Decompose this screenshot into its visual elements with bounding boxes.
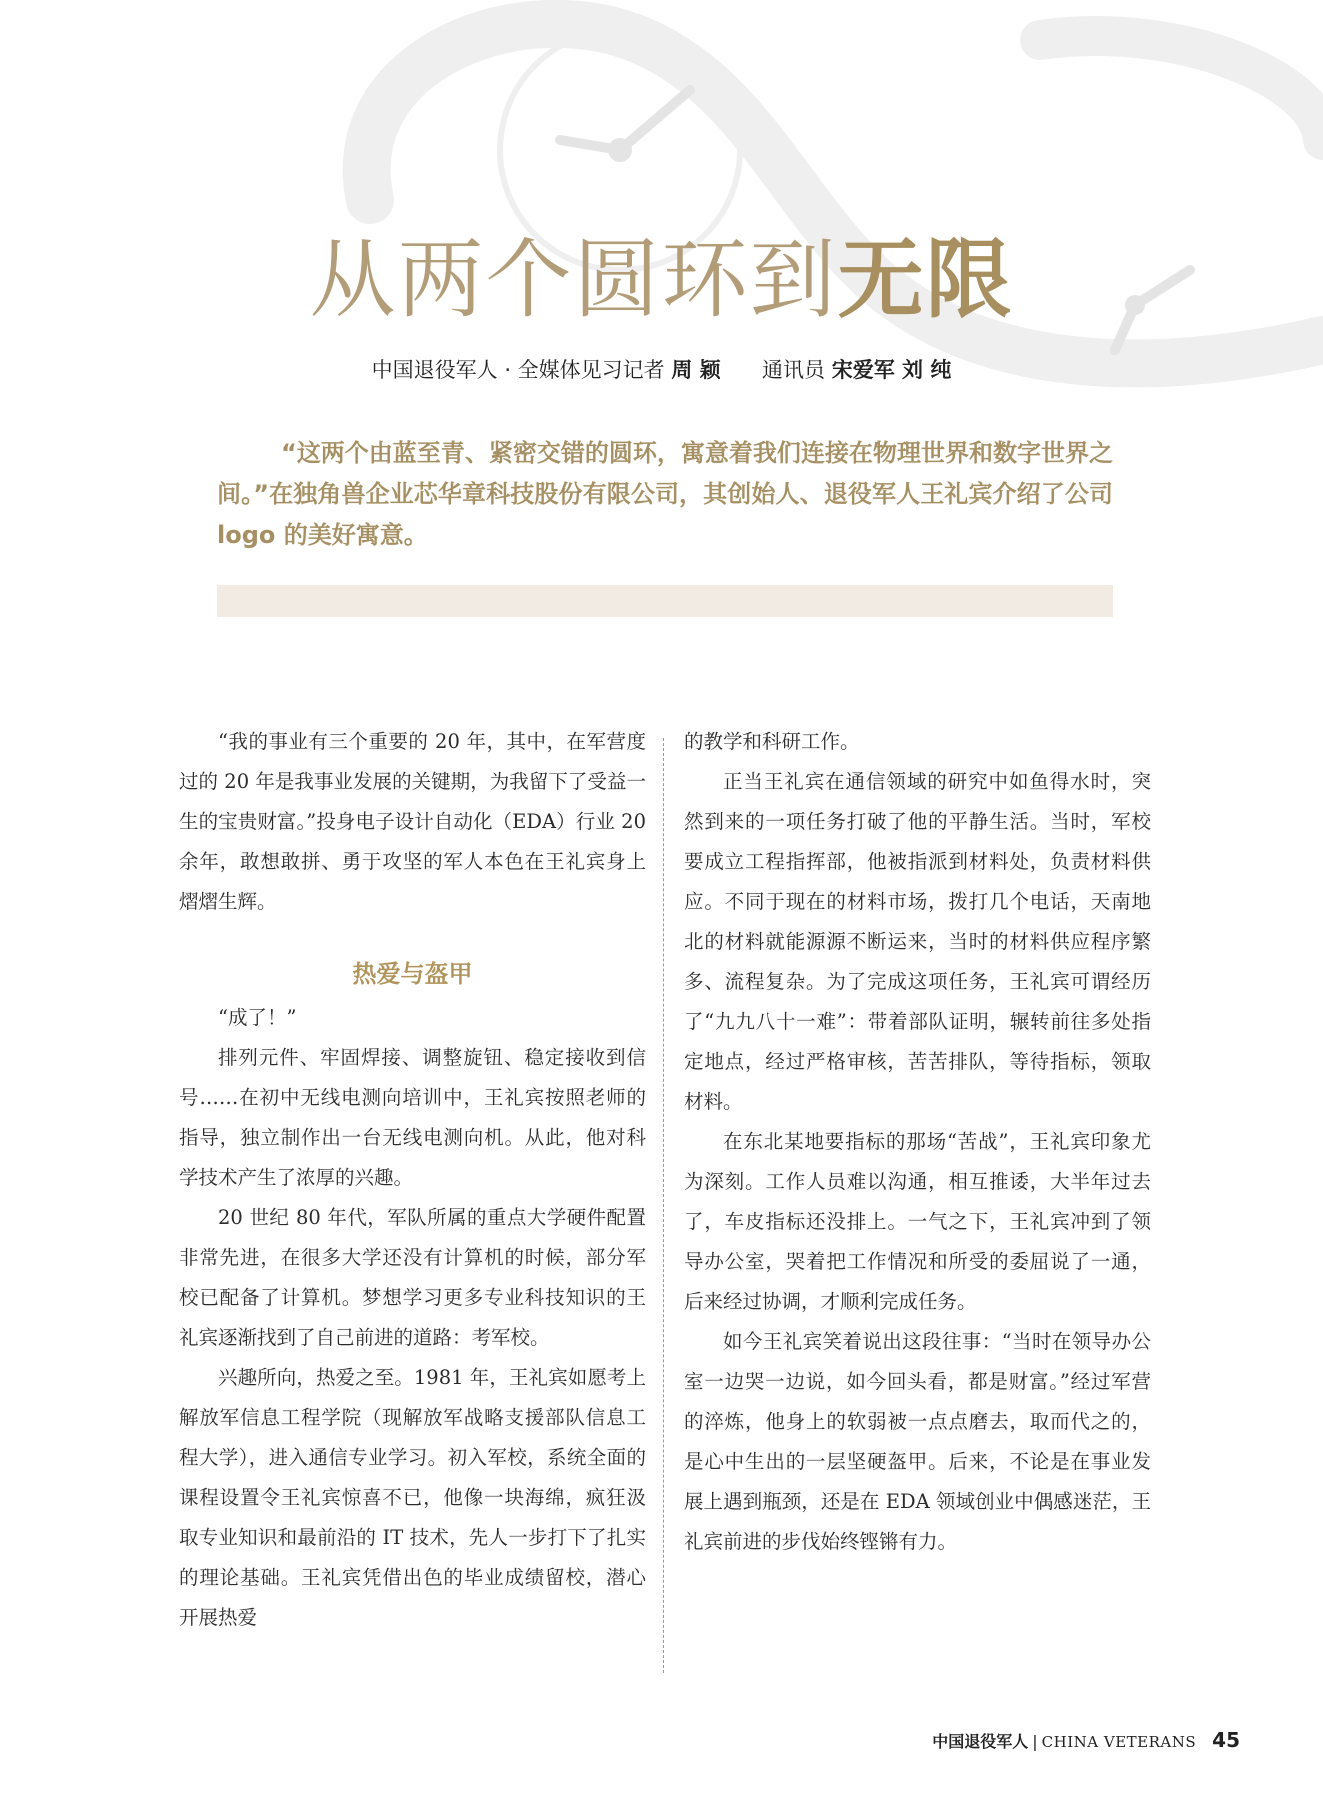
- body-paragraph: “成了！”: [218, 1006, 297, 1029]
- byline-outlet: 中国退役军人 · 全媒体见习记者: [371, 358, 665, 382]
- footer-english-name: CHINA VETERANS: [1041, 1733, 1197, 1751]
- body-paragraph: 如今王礼宾笑着说出这段往事：“当时在领导办公室一边哭一边说，如今回头看，都是财富。”经过军营的淬炼，他身上的软弱被一点点磨去，取而代之的，是心中生出的一层坚硬盔甲。后来，不论是在事业发展上遇到瓶颈，还是在 EDA 领域创业中偶感迷茫，王礼宾前进的步伐始终铿锵有力。: [684, 1330, 1151, 1553]
- page-footer: [932, 1728, 1240, 1752]
- left-column: [179, 722, 646, 1638]
- column-divider: [663, 738, 664, 1673]
- body-paragraph: 正当王礼宾在通信领域的研究中如鱼得水时，突然到来的一项任务打破了他的平静生活。当时，军校要成立工程指挥部，他被指派到材料处，负责材料供应。不同于现在的材料市场，拨打几个电话，天南地北的材料就能源源不断运来，当时的材料供应程序繁多、流程复杂。为了完成这项任务，王礼宾可谓经历了“九九八十一难”：带着部队证明，辗转前往多处指定地点，经过严格审核，苦苦排队，等待指标，领取材料。: [684, 770, 1151, 1113]
- body-paragraph: 在东北某地要指标的那场“苦战”，王礼宾印象尤为深刻。工作人员难以沟通，相互推诿，大半年过去了，车皮指标还没排上。一气之下，王礼宾冲到了领导办公室，哭着把工作情况和所受的委屈说了一通，后来经过协调，才顺利完成任务。: [684, 1130, 1151, 1313]
- byline-correspondents: 宋爱军 刘 纯: [831, 358, 952, 382]
- byline-role: 通讯员: [762, 358, 826, 382]
- byline: [0, 355, 1323, 385]
- body-paragraph: 排列元件、牢固焊接、调整旋钮、稳定接收到信号……在初中无线电测向培训中，王礼宾按照老师的指导，独立制作出一台无线电测向机。从此，他对科学技术产生了浓厚的兴趣。: [179, 1046, 646, 1189]
- body-paragraph: “我的事业有三个重要的 20 年，其中，在军营度过的 20 年是我事业发展的关键期，为我留下了受益一生的宝贵财富。”投身电子设计自动化（EDA）行业 20 余年，敢想敢拼、勇于攻坚的军人本色在王礼宾身上熠熠生辉。: [179, 730, 646, 913]
- right-column: [684, 722, 1151, 1562]
- body-paragraph: 兴趣所向，热爱之至。1981 年，王礼宾如愿考上解放军信息工程学院（现解放军战略支援部队信息工程大学），进入通信专业学习。初入军校，系统全面的课程设置令王礼宾惊喜不已，他像一块海绵，疯狂汲取专业知识和最前沿的 IT 技术，先人一步打下了扎实的理论基础。王礼宾凭借出色的毕业成绩留校，潜心开展热爱: [179, 1366, 646, 1629]
- title-light-part: 从两个圆环到: [309, 230, 838, 330]
- footer-publication: 中国退役军人: [932, 1732, 1029, 1751]
- section-heading: 热爱与盔甲: [352, 960, 473, 988]
- article-title: [0, 225, 1323, 335]
- body-paragraph: 20 世纪 80 年代，军队所属的重点大学硬件配置非常先进，在很多大学还没有计算机的时候，部分军校已配备了计算机。梦想学习更多专业科技知识的王礼宾逐渐找到了自己前进的道路：考军校。: [179, 1206, 646, 1349]
- page-number: 45: [1212, 1728, 1240, 1752]
- byline-reporter: 周 颖: [671, 358, 721, 382]
- lead-paragraph: “这两个由蓝至青、紧密交错的圆环，寓意着我们连接在物理世界和数字世界之间。”在独角兽企业芯华章科技股份有限公司，其创始人、退役军人王礼宾介绍了公司 logo 的美好寓意。: [217, 439, 1113, 549]
- body-paragraph-continued: 的教学和科研工作。: [684, 730, 860, 753]
- title-bold-part: 无限: [837, 230, 1014, 330]
- lead-decorative-bar: [217, 585, 1113, 617]
- footer-separator: |: [1032, 1732, 1038, 1751]
